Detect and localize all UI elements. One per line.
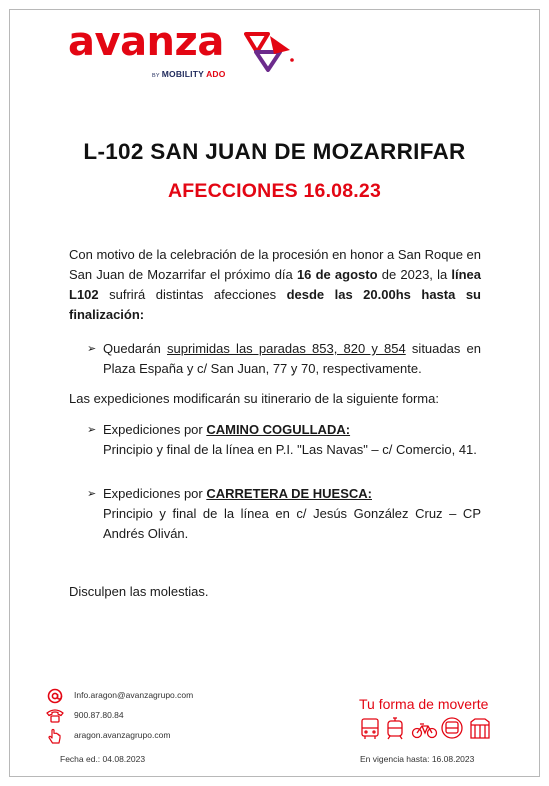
bullet1-text-2: situadas en Plaza España y c/ San Juan, 77 y 70, respectivamente. <box>103 341 481 376</box>
logo-subtitle <box>152 69 226 79</box>
bullet-text <box>103 420 481 460</box>
bullet1-stops: suprimidas las paradas 853, 820 y 854 <box>167 341 406 356</box>
edition-date: Fecha ed.: 04.08.2023 <box>60 754 146 764</box>
bullet-text <box>103 484 481 544</box>
intro-paragraph <box>69 245 481 325</box>
phone-icon <box>46 708 64 724</box>
closing-text: Disculpen las molestias. <box>69 584 209 599</box>
bullet2-text-2: Principio y final de la línea en P.I. "Las Navas" – c/ Comercio, 41. <box>103 442 477 457</box>
pointer-hand-icon <box>46 728 64 746</box>
bullet-arrow-icon: ➢ <box>87 488 97 500</box>
avanza-logo <box>68 19 298 86</box>
bullet-carretera-huesca <box>87 484 481 544</box>
bullet3-text-1: Expediciones por <box>103 486 207 501</box>
slogan: Tu forma de moverte <box>359 696 489 712</box>
bullet1-text-1: Quedarán <box>103 341 168 356</box>
transport-icons <box>361 717 493 741</box>
valid-until: En vigencia hasta: 16.08.2023 <box>360 754 475 764</box>
bicycle-icon <box>413 724 437 738</box>
logo-chevron-icon <box>244 30 296 72</box>
bullet-camino-cogullada <box>87 420 481 460</box>
intro-time: desde las 20.00hs hasta su finalización: <box>69 287 481 322</box>
at-sign-icon <box>46 688 64 704</box>
intro-line: línea L102 <box>69 267 482 302</box>
logo-wordmark: avanza <box>68 19 224 65</box>
contact-web[interactable]: aragon.avanzagrupo.com <box>74 730 171 740</box>
metro-icon <box>442 718 462 738</box>
bullet-arrow-icon: ➢ <box>87 424 97 436</box>
intro-text-1: Con motivo de la celebración de la procesión en honor a San Roque en San Juan de Mozarrifar el próximo día <box>69 247 481 282</box>
bullet2-route: CAMINO COGULLADA: <box>206 422 351 437</box>
bus-icon <box>362 719 378 739</box>
contact-email[interactable]: Info.aragon@avanzagrupo.com <box>74 690 194 700</box>
tram-icon <box>388 718 402 739</box>
bullet2-text-1: Expediciones por <box>103 422 207 437</box>
intro-text-3: sufrirá distintas afecciones <box>98 287 287 302</box>
page-title: L-102 SAN JUAN DE MOZARRIFAR <box>83 139 466 164</box>
page-subtitle: AFECCIONES 16.08.23 <box>168 180 381 202</box>
itinerary-paragraph: Las expediciones modificarán su itinerario de la siguiente forma: <box>69 391 439 406</box>
contact-phone[interactable]: 900.87.80.84 <box>74 710 124 720</box>
bullet-text <box>103 339 481 379</box>
intro-text-2: de 2023, la <box>377 267 452 282</box>
logo-by: BY <box>152 73 160 79</box>
bullet3-route: CARRETERA DE HUESCA: <box>206 486 372 501</box>
bullet-suppressed-stops <box>87 339 481 379</box>
intro-date: 16 de agosto <box>296 267 378 282</box>
building-icon <box>471 719 489 738</box>
logo-mobility: MOBILITY <box>161 69 204 79</box>
logo-ado: ADO <box>206 69 226 79</box>
bullet-arrow-icon: ➢ <box>87 343 97 355</box>
bullet3-text-2: Principio y final de la línea en c/ Jesús González Cruz – CP Andrés Oliván. <box>103 506 481 541</box>
